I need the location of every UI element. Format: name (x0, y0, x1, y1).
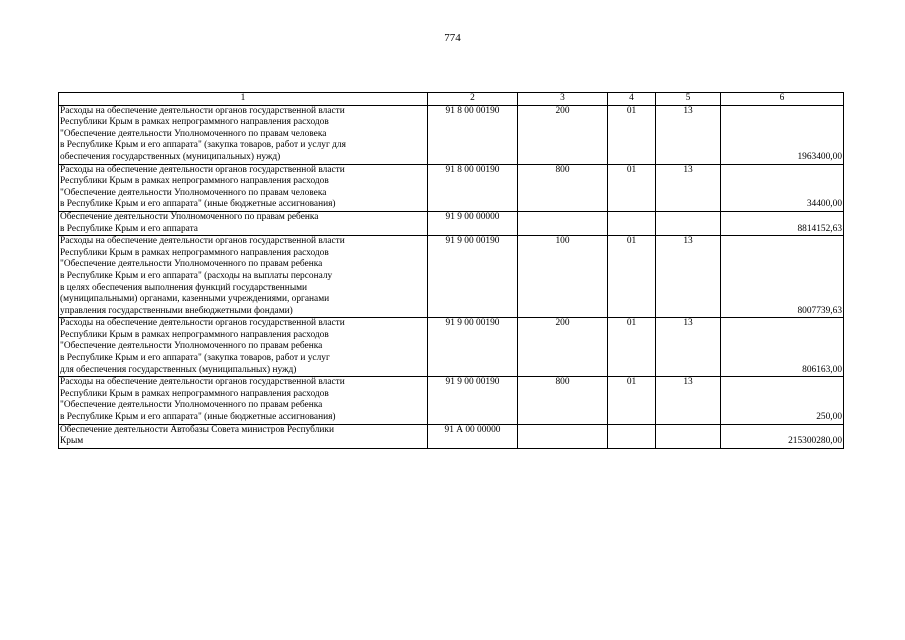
section-cell: 01 (608, 318, 656, 377)
column-header: 4 (608, 93, 656, 106)
page-number: 774 (444, 32, 461, 44)
section-cell (608, 424, 656, 448)
expense-type-cell: 200 (518, 318, 608, 377)
expense-name-cell: Обеспечение деятельности Уполномоченного по правам ребенка в Республике Крым и его аппарата (59, 211, 428, 235)
table-row (59, 211, 844, 235)
column-header: 2 (428, 93, 518, 106)
column-header: 5 (656, 93, 721, 106)
column-header: 3 (518, 93, 608, 106)
table-row (59, 164, 844, 211)
column-header: 1 (59, 93, 428, 106)
expense-type-cell: 200 (518, 105, 608, 164)
expense-type-cell: 800 (518, 377, 608, 424)
table-row (59, 105, 844, 164)
amount-cell: 215300280,00 (721, 424, 844, 448)
expense-name-cell: Расходы на обеспечение деятельности органов государственной власти Республики Крым в рамках непрограммного направления расходов "Обеспечение деятельности Уполномоченного по правам человека в Республике Крым и его аппарата" (закупка товаров, работ и услуг для обеспечения государственных (муниципальных) нужд) (59, 105, 428, 164)
subsection-cell (656, 211, 721, 235)
target-code-cell: 91 А 00 00000 (428, 424, 518, 448)
subsection-cell: 13 (656, 236, 721, 318)
expense-name-cell: Расходы на обеспечение деятельности органов государственной власти Республики Крым в рамках непрограммного направления расходов "Обеспечение деятельности Уполномоченного по правам ребенка в Республике Крым и его аппарата" (закупка товаров, работ и услуг для обеспечения государственных (муниципальных) нужд) (59, 318, 428, 377)
target-code-cell: 91 9 00 00190 (428, 318, 518, 377)
amount-cell: 8814152,63 (721, 211, 844, 235)
table-row (59, 424, 844, 448)
amount-cell: 8007739,63 (721, 236, 844, 318)
target-code-cell: 91 8 00 00190 (428, 105, 518, 164)
budget-table (58, 92, 844, 449)
column-header: 6 (721, 93, 844, 106)
subsection-cell: 13 (656, 318, 721, 377)
expense-type-cell (518, 424, 608, 448)
amount-cell: 806163,00 (721, 318, 844, 377)
target-code-cell: 91 9 00 00000 (428, 211, 518, 235)
expense-type-cell: 100 (518, 236, 608, 318)
amount-cell: 34400,00 (721, 164, 844, 211)
expense-name-cell: Расходы на обеспечение деятельности органов государственной власти Республики Крым в рамках непрограммного направления расходов "Обеспечение деятельности Уполномоченного по правам ребенка в Республике Крым и его аппарата" (расходы на выплаты персоналу в целях обеспечения выполнения функций государственными (муниципальными) органами, казенными учреждениями, органами управления государственными внебюджетными фондами) (59, 236, 428, 318)
section-cell: 01 (608, 105, 656, 164)
target-code-cell: 91 8 00 00190 (428, 164, 518, 211)
target-code-cell: 91 9 00 00190 (428, 377, 518, 424)
subsection-cell: 13 (656, 377, 721, 424)
subsection-cell (656, 424, 721, 448)
section-cell: 01 (608, 164, 656, 211)
table-header-row (59, 93, 844, 106)
expense-name-cell: Расходы на обеспечение деятельности органов государственной власти Республики Крым в рамках непрограммного направления расходов "Обеспечение деятельности Уполномоченного по правам человека в Республике Крым и его аппарата" (иные бюджетные ассигнования) (59, 164, 428, 211)
expense-name-cell: Расходы на обеспечение деятельности органов государственной власти Республики Крым в рамках непрограммного направления расходов "Обеспечение деятельности Уполномоченного по правам ребенка в Республике Крым и его аппарата" (иные бюджетные ассигнования) (59, 377, 428, 424)
expense-type-cell (518, 211, 608, 235)
subsection-cell: 13 (656, 164, 721, 211)
expense-type-cell: 800 (518, 164, 608, 211)
table-row (59, 236, 844, 318)
target-code-cell: 91 9 00 00190 (428, 236, 518, 318)
table-row (59, 318, 844, 377)
amount-cell: 1963400,00 (721, 105, 844, 164)
expense-name-cell: Обеспечение деятельности Автобазы Совета министров Республики Крым (59, 424, 428, 448)
amount-cell: 250,00 (721, 377, 844, 424)
section-cell: 01 (608, 236, 656, 318)
table-row (59, 377, 844, 424)
section-cell: 01 (608, 377, 656, 424)
subsection-cell: 13 (656, 105, 721, 164)
section-cell (608, 211, 656, 235)
